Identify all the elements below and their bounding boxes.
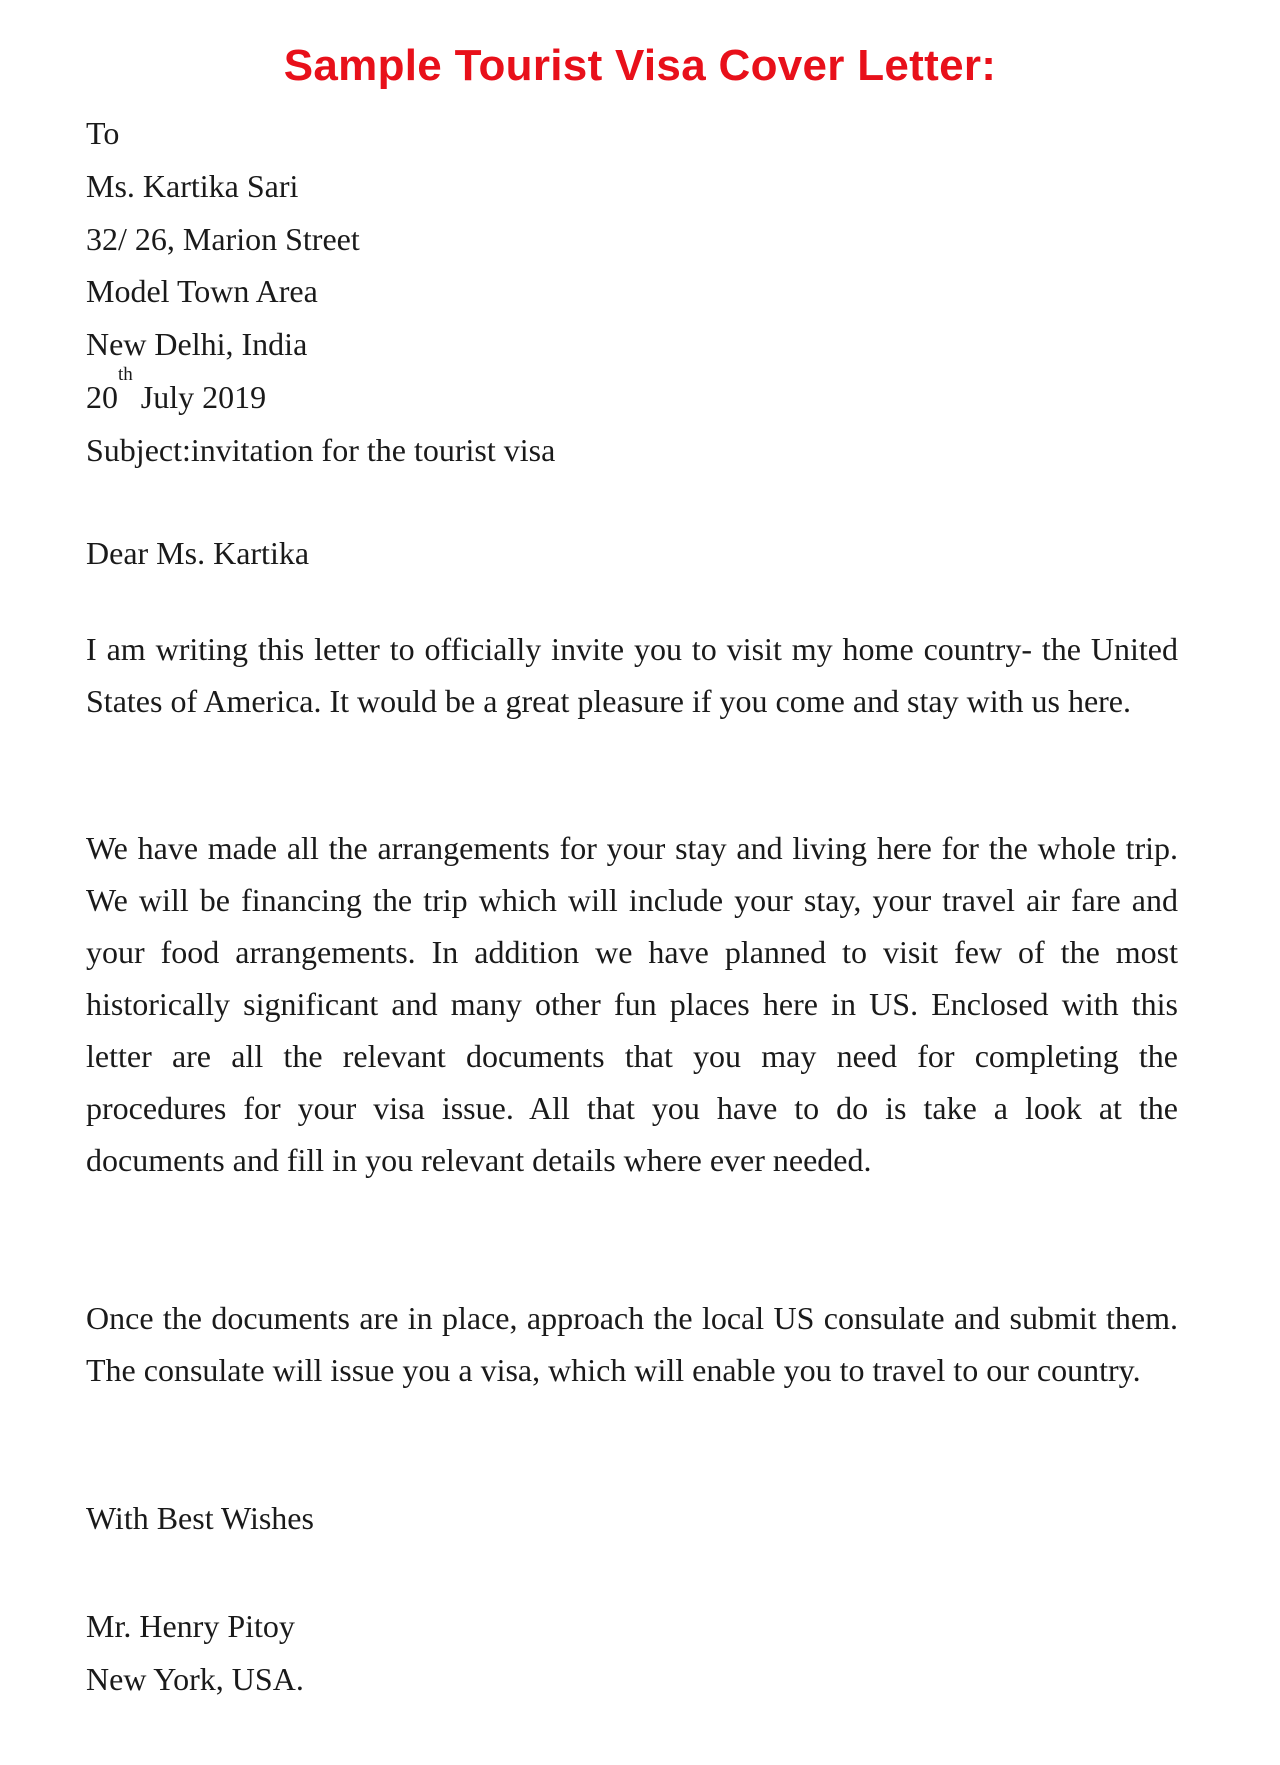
letter-subject: Subject:invitation for the tourist visa bbox=[86, 431, 556, 468]
address-to: To bbox=[86, 115, 120, 151]
recipient-address-block bbox=[86, 107, 1178, 477]
date-day: 20 bbox=[86, 378, 118, 415]
salutation: Dear Ms. Kartika bbox=[86, 535, 310, 571]
closing: With Best Wishes bbox=[86, 1500, 314, 1536]
paragraph-invitation: I am writing this letter to officially invite you to visit my home country- the United States of America. It would be a great pleasure if you come and stay with us here. bbox=[86, 631, 1178, 719]
paragraph-arrangements: We have made all the arrangements for your stay and living here for the whole trip. We will be financing the trip which will include your stay, your travel air fare and your food arrangements. In addition we have planned to visit few of the most historically significant and many other fun places here in US. Enclosed with this letter are all the relevant documents that you may need for completing the procedures for your visa issue. All that you have to do is take a look at the documents and fill in you relevant details where ever needed. bbox=[86, 830, 1178, 1178]
recipient-city: New Delhi, India bbox=[86, 326, 308, 363]
recipient-street: 32/ 26, Marion Street bbox=[86, 220, 360, 257]
page-title: Sample Tourist Visa Cover Letter: bbox=[283, 41, 997, 90]
recipient-name: Ms. Kartika Sari bbox=[86, 167, 299, 204]
date-rest: July 2019 bbox=[132, 378, 267, 415]
recipient-area: Model Town Area bbox=[86, 273, 318, 310]
paragraph-consulate: Once the documents are in place, approach the local US consulate and submit them. The consulate will issue you a visa, which will enable you to travel to our country. bbox=[86, 1300, 1178, 1388]
sender-name: Mr. Henry Pitoy bbox=[86, 1608, 295, 1644]
sender-location: New York, USA. bbox=[86, 1661, 304, 1697]
letter-date bbox=[86, 363, 1178, 424]
date-suffix: th bbox=[118, 363, 133, 385]
signature-block bbox=[86, 1600, 1178, 1706]
